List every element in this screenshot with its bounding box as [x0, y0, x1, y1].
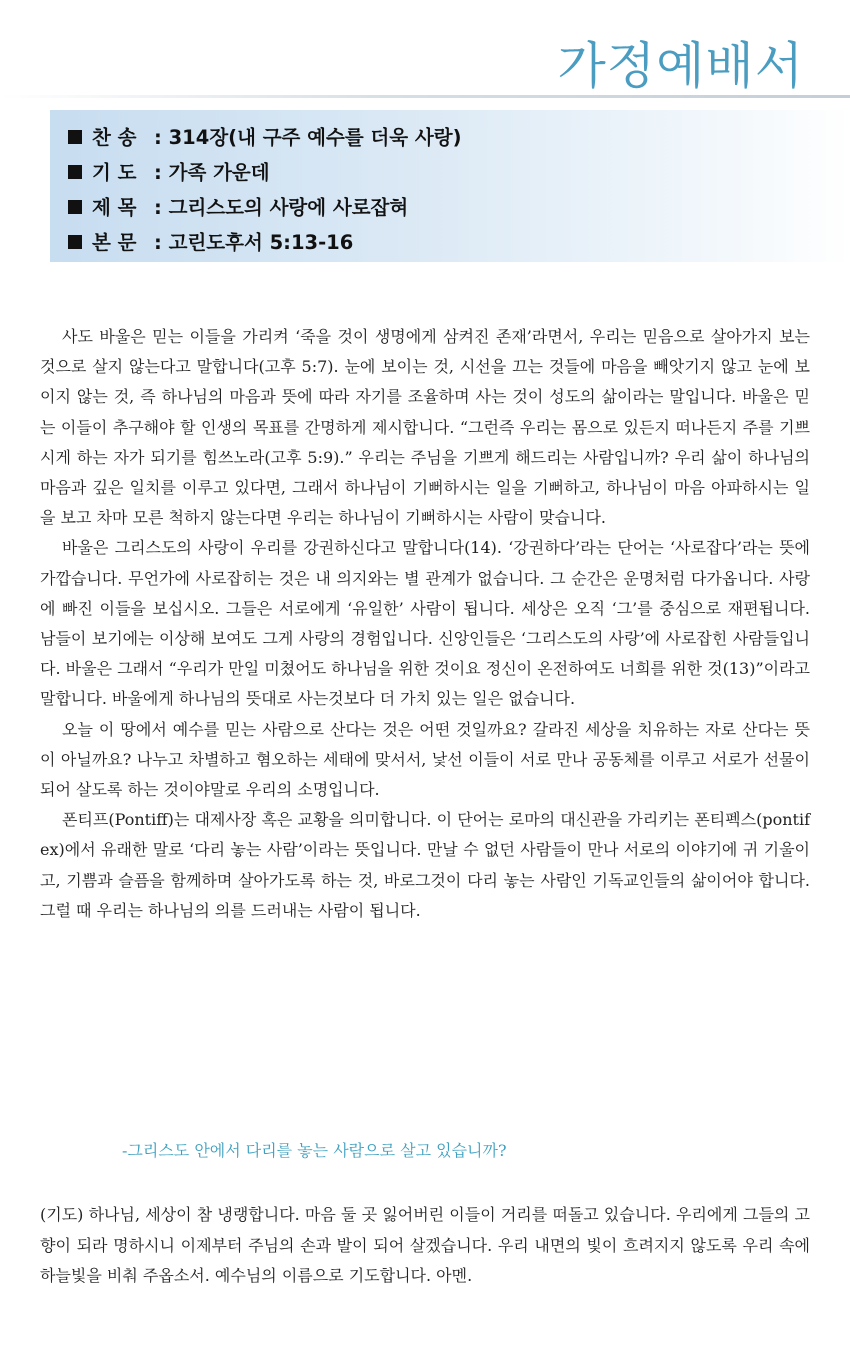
worship-info-box: [50, 110, 850, 262]
info-separator: :: [154, 231, 162, 254]
info-row-hymn: [68, 122, 462, 150]
info-value: 314장(내 구주 예수를 더욱 사랑): [168, 126, 462, 149]
sermon-paragraph: 폰티프(Pontiff)는 대제사장 혹은 교황을 의미합니다. 이 단어는 로마의 대신관을 가리키는 폰티펙스(pontifex)에서 유래한 말로 ‘다리 놓는 사람’이라는 뜻입니다. 만날 수 없던 사람들이 만나 서로의 이야기에 귀 기울이고, 기쁨과 슬픔을 함께하며 살아가도록 하는 것, 바로그것이 다리 놓는 사람인 기독교인들의 삶이어야 합니다. 그럴 때 우리는 하나님의 의를 드러내는 사람이 됩니다.: [40, 810, 810, 920]
info-label: 찬 송: [92, 126, 137, 149]
page-title: 가정예배서: [557, 37, 804, 95]
bullet-square-icon: [68, 235, 82, 249]
sermon-paragraph: 사도 바울은 믿는 이들을 가리켜 ‘죽을 것이 생명에게 삼켜진 존재’라면서, 우리는 믿음으로 살아가지 보는 것으로 살지 않는다고 말합니다(고후 5:7). 눈에 보이는 것, 시선을 끄는 것들에 마음을 빼앗기지 않고 눈에 보이지 않는 것, 즉 하나님의 마음과 뜻에 따라 자기를 조율하며 사는 것이 성도의 삶이라는 말입니다. 바울은 믿는 이들이 추구해야 할 인생의 목표를 간명하게 제시합니다. “그런즉 우리는 몸으로 있든지 떠나든지 주를 기쁘시게 하는 자가 되기를 힘쓰노라(고후 5:9).” 우리는 주님을 기쁘게 해드리는 사람입니까? 우리 삶이 하나님의 마음과 깊은 일치를 이루고 있다면, 그래서 하나님이 기뻐하시는 일을 기뻐하고, 하나님이 마음 아파하시는 일을 보고 차마 모른 척하지 않는다면 우리는 하나님이 기뻐하시는 사람이 맞습니다.: [40, 327, 810, 528]
bullet-square-icon: [68, 130, 82, 144]
header-divider: [0, 95, 850, 98]
sermon-body: [40, 322, 810, 926]
closing-prayer: [40, 1200, 810, 1292]
info-row-topic: [68, 192, 408, 220]
bullet-square-icon: [68, 165, 82, 179]
sermon-paragraph: 오늘 이 땅에서 예수를 믿는 사람으로 산다는 것은 어떤 것일까요? 갈라진 세상을 치유하는 자로 산다는 뜻이 아닐까요? 나누고 차별하고 혐오하는 세태에 맞서서, 낯선 이들이 서로 만나 공동체를 이루고 서로가 선물이 되어 살도록 하는 것이야말로 우리의 소명입니다.: [40, 719, 810, 800]
info-label: 제 목: [92, 196, 137, 219]
info-value: 그리스도의 사랑에 사로잡혀: [168, 196, 409, 219]
info-separator: :: [154, 196, 162, 219]
info-separator: :: [154, 126, 162, 149]
info-label: 본 문: [92, 231, 137, 254]
bullet-square-icon: [68, 200, 82, 214]
info-row-scripture: [68, 227, 353, 255]
info-label: 기 도: [92, 161, 137, 184]
prayer-text: (기도) 하나님, 세상이 참 냉랭합니다. 마음 둘 곳 잃어버린 이들이 거리를 떠돌고 있습니다. 우리에게 그들의 고향이 되라 명하시니 이제부터 주님의 손과 발이 되어 살겠습니다. 우리 내면의 빛이 흐려지지 않도록 우리 속에 하늘빛을 비춰 주옵소서. 예수님의 이름으로 기도합니다. 아멘.: [40, 1205, 810, 1285]
info-row-prayer: [68, 157, 270, 185]
sermon-paragraph: 바울은 그리스도의 사랑이 우리를 강권하신다고 말합니다(14). ‘강권하다’라는 단어는 ‘사로잡다’라는 뜻에 가깝습니다. 무언가에 사로잡히는 것은 내 의지와는 별 관계가 없습니다. 그 순간은 운명처럼 다가옵니다. 사랑에 빠진 이들을 보십시오. 그들은 서로에게 ‘유일한’ 사람이 됩니다. 세상은 오직 ‘그’를 중심으로 재편됩니다. 남들이 보기에는 이상해 보여도 그게 사랑의 경험입니다. 신앙인들은 ‘그리스도의 사랑’에 사로잡힌 사람들입니다. 바울은 그래서 “우리가 만일 미쳤어도 하나님을 위한 것이요 정신이 온전하여도 너희를 위한 것(13)”이라고 말합니다. 바울에게 하나님의 뜻대로 사는것보다 더 가치 있는 일은 없습니다.: [40, 538, 810, 709]
info-separator: :: [154, 161, 162, 184]
info-value: 고린도후서 5:13-16: [168, 231, 354, 254]
reflection-question: -그리스도 안에서 다리를 놓는 사람으로 살고 있습니까?: [122, 1141, 507, 1160]
info-value: 가족 가운데: [168, 161, 270, 184]
